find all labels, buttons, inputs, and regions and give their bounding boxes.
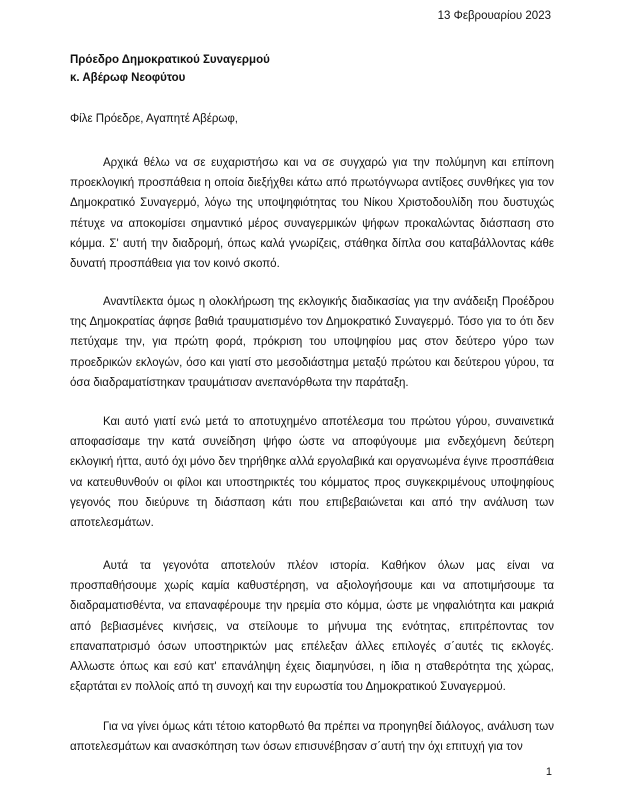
paragraph-3: Και αυτό γιατί ενώ μετά το αποτυχημένο αποτέλεσμα του πρώτου γύρου, συναινετικά αποφασίσαμε την κατά συνείδηση ψήφο ώστε να αποφύγουμε μια ενδεχόμενη δεύτερη εκλογική ήττα, αυτό όχι μόνο δεν τηρήθηκε αλλά εργολαβικά και οργανωμένα έγινε προσπάθεια να κατευθυνθούν οι φίλοι και υποστηρικτές του κόμματος προς συγκεκριμένους υποψηφίους γεγονός που διεύρυνε τη διάσπαση κάτι που επιβεβαιώνεται και από την ανάλυση των αποτελεσμάτων. bbox=[70, 416, 554, 530]
recipient-name: κ. Αβέρωφ Νεοφύτου bbox=[70, 72, 186, 84]
letter-date: 13 Φεβρουαρίου 2023 bbox=[437, 10, 551, 22]
paragraph-5: Για να γίνει όμως κάτι τέτοιο κατορθωτό θα πρέπει να προηγηθεί διάλογος, ανάλυση των αποτελεσμάτων και ανασκόπηση των όσων επισυνέβησαν σ΄αυτή την όχι επιτυχή για τον bbox=[70, 721, 554, 754]
page-number: 1 bbox=[545, 766, 552, 778]
salutation: Φίλε Πρόεδρε, Αγαπητέ Αβέρωφ, bbox=[70, 113, 239, 125]
paragraph-2: Αναντίλεκτα όμως η ολοκλήρωση της εκλογικής διαδικασίας για την ανάδειξη Προέδρου της Δημοκρατίας άφησε βαθιά τραυματισμένο τον Δημοκρατικό Συναγερμό. Τόσο για το ότι δεν πετύχαμε την, για πρώτη φορά, πρόκριση του υποψηφίου μας στον δεύτερο γύρο των προεδρικών εκλογών, όσο και γιατί στο μεσοδιάστημα μεταξύ πρώτου και δεύτερου γύρου, τα όσα διαδραματίστηκαν τραυμάτισαν ανεπανόρθωτα την παράταξη. bbox=[70, 296, 554, 389]
paragraph-1: Αρχικά θέλω να σε ευχαριστήσω και να σε συγχαρώ για την πολύμηνη και επίπονη προεκλογική προσπάθεια η οποία διεξήχθει κάτω από πρωτόγνωρα αντίξοες συνθήκες για τον Δημοκρατικό Συναγερμό, λόγω της υποψηφιότητας του Νίκου Χριστοδουλίδη που δυστυχώς πέτυχε να αποκομίσει σημαντικό μέρος συναγερμικών ψήφων προκαλώντας διάσπαση στο κόμμα. Σ' αυτή την διαδρομή, όπως καλά γνωρίζεις, στάθηκα δίπλα σου καταβάλλοντας κάθε δυνατή προσπάθεια για τον κοινό σκοπό. bbox=[70, 157, 554, 271]
recipient-title: Πρόεδρο Δημοκρατικού Συναγερμού bbox=[70, 54, 270, 66]
recipient-block bbox=[70, 51, 270, 87]
paragraph-4: Αυτά τα γεγονότα αποτελούν πλέον ιστορία. Καθήκον όλων μας είναι να προσπαθήσουμε χωρίς καμία καθυστέρηση, να αξιολογήσουμε και να αποτιμήσουμε τα διαδραματισθέντα, να επαναφέρουμε την ηρεμία στο κόμμα, ώστε με νηφαλιότητα και μακριά από βεβιασμένες κινήσεις, να στείλουμε το μήνυμα της ενότητας, επιτρέποντας τον επαναπατρισμό όσων υποστηρικτών μας επέλεξαν άλλες επιλογές σ΄αυτές τις εκλογές. Αλλωστε όπως και εσύ κατ' επανάληψη έχεις διαμηνύσει, η ίδια η σταθερότητα της χώρας, εξαρτάται εν πολλοίς από τη συνοχή και την ευρωστία του Δημοκρατικού Συναγερμού. bbox=[70, 560, 554, 694]
